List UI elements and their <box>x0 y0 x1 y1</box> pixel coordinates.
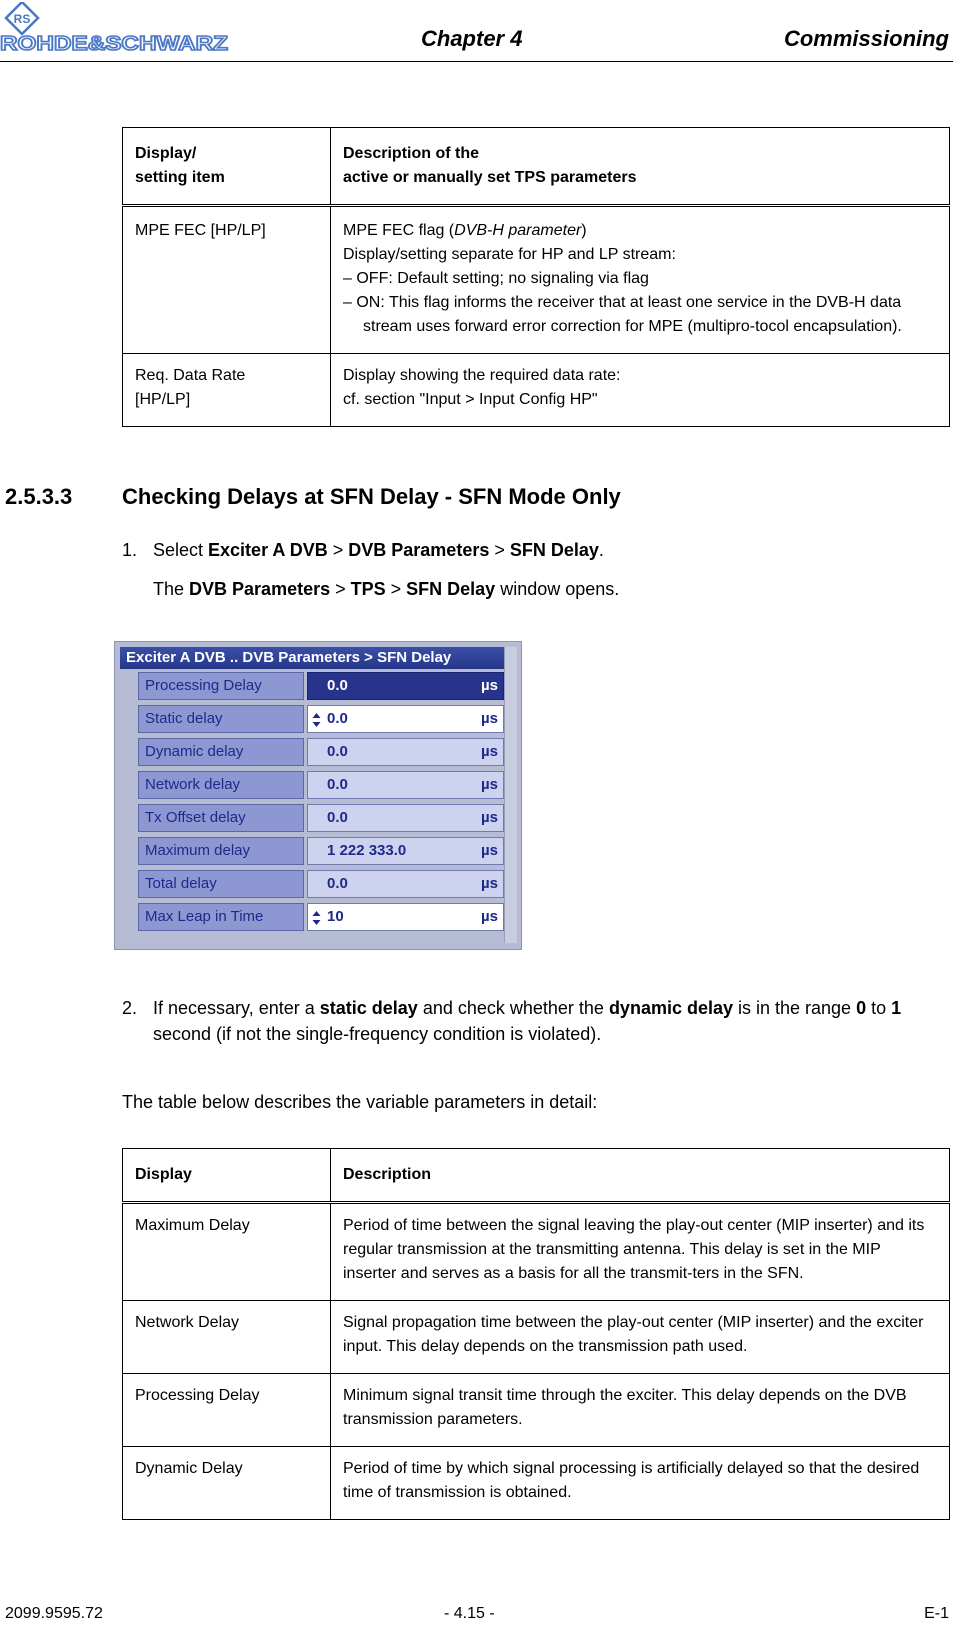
table-row <box>123 1203 950 1301</box>
menu-path-item: TPS <box>350 579 386 599</box>
header-divider <box>0 61 953 62</box>
page-number: - 4.15 - <box>444 1605 495 1622</box>
row-value: 0.0 <box>327 875 348 892</box>
dialog-row-max-leap-in-time <box>138 903 504 931</box>
total-delay-field[interactable] <box>307 870 504 898</box>
table-header-row <box>123 1149 950 1203</box>
chapter-label: Chapter 4 <box>421 26 523 51</box>
table-cell-description: Signal propagation time between the play-out center (MIP inserter) and the exciter input. This delay depends on the transmission path used. <box>331 1301 950 1374</box>
row-label: Max Leap in Time <box>138 903 304 931</box>
emphasis: 1 <box>891 998 902 1018</box>
maximum-delay-field[interactable] <box>307 837 504 865</box>
dialog-title: Exciter A DVB .. DVB Parameters > SFN Delay <box>120 647 505 669</box>
emphasis: static delay <box>319 998 418 1018</box>
row-label: Static delay <box>138 705 304 733</box>
path-separator: > <box>330 579 351 599</box>
table-row <box>123 1447 950 1520</box>
svg-text:ROHDE&SCHWARZ: ROHDE&SCHWARZ <box>0 33 228 52</box>
table-header-row <box>123 128 950 206</box>
desc-text: MPE FEC flag ( <box>343 222 455 239</box>
list-item: – ON: This flag informs the receiver that at least one service in the DVB-H data stream uses forward error correction for MPE (multipro-tocol encapsulation). <box>343 294 902 335</box>
step-1-result <box>153 576 619 602</box>
emphasis: dynamic delay <box>608 998 733 1018</box>
table-row <box>123 354 950 427</box>
step-text: Select <box>153 540 209 560</box>
table-header-cell: Display <box>123 1149 331 1203</box>
menu-path-item: SFN Delay <box>406 579 496 599</box>
menu-path-item: DVB Parameters <box>348 540 490 560</box>
table-cell-item: MPE FEC [HP/LP] <box>123 206 331 354</box>
sfn-delay-dialog <box>114 641 522 950</box>
step-text: window opens. <box>495 579 620 599</box>
edition-label: E-1 <box>924 1605 949 1622</box>
table-header-cell: Description <box>331 1149 950 1203</box>
path-separator: > <box>489 540 510 560</box>
table-intro-text: The table below describes the variable parameters in detail: <box>122 1092 598 1112</box>
table-cell-item: Network Delay <box>123 1301 331 1374</box>
desc-italic: DVB-H parameter <box>454 222 582 239</box>
row-unit: µs <box>481 875 498 892</box>
step-text: and check whether the <box>417 998 609 1018</box>
desc-text: ) <box>581 222 587 239</box>
menu-path-item: DVB Parameters <box>189 579 331 599</box>
row-value: 1 222 333.0 <box>327 842 407 859</box>
svg-text:RS: RS <box>13 12 31 26</box>
spin-arrows-icon[interactable] <box>312 712 321 728</box>
step-2-text <box>153 995 950 1047</box>
step-number: 2. <box>122 998 138 1018</box>
row-label: Total delay <box>138 870 304 898</box>
tps-parameters-table <box>122 127 950 427</box>
max-leap-input[interactable] <box>307 903 504 931</box>
step-text: The <box>153 579 190 599</box>
table-cell-item: Dynamic Delay <box>123 1447 331 1520</box>
desc-text: Display/setting separate for HP and LP stream: <box>343 246 676 263</box>
row-label: Processing Delay <box>138 672 304 700</box>
path-separator: > <box>327 540 349 560</box>
path-separator: > <box>385 579 407 599</box>
table-row <box>123 1301 950 1374</box>
row-value: 0.0 <box>327 710 348 727</box>
row-unit: µs <box>481 809 498 826</box>
rohde-schwarz-logo <box>0 2 230 52</box>
row-unit: µs <box>481 710 498 727</box>
row-label: Maximum delay <box>138 837 304 865</box>
dialog-row-maximum-delay <box>138 837 504 865</box>
tx-offset-delay-field[interactable] <box>307 804 504 832</box>
processing-delay-field[interactable] <box>307 672 504 700</box>
table-cell-description: Period of time between the signal leaving the play-out center (MIP inserter) and its regular transmission at the transmitting antenna. This delay is set in the MIP inserter and serves as a basis for all the transmit-ters in the SFN. <box>331 1203 950 1301</box>
table-cell-description: Display showing the required data rate: cf. section "Input > Input Config HP" <box>331 354 950 427</box>
table-cell-item: Maximum Delay <box>123 1203 331 1301</box>
static-delay-input[interactable] <box>307 705 504 733</box>
step-text: to <box>866 998 892 1018</box>
step-text: second (if not the single-frequency condition is violated). <box>153 1024 602 1044</box>
table-row <box>123 1374 950 1447</box>
list-item: – OFF: Default setting; no signaling via flag <box>343 270 649 287</box>
row-unit: µs <box>481 776 498 793</box>
step-number: 1. <box>122 540 138 560</box>
menu-path-item: Exciter A DVB <box>208 540 328 560</box>
dialog-row-static-delay <box>138 705 504 733</box>
dialog-row-total-delay <box>138 870 504 898</box>
page-title: Commissioning <box>783 26 949 51</box>
row-value: 10 <box>327 908 344 925</box>
table-header-cell: Display/ setting item <box>123 128 331 206</box>
table-cell-description <box>331 206 950 354</box>
menu-path-item: SFN Delay <box>509 540 599 560</box>
step-text: is in the range <box>733 998 857 1018</box>
row-unit: µs <box>481 677 498 694</box>
row-value: 0.0 <box>327 776 348 793</box>
dialog-scrollbar[interactable] <box>504 647 517 943</box>
network-delay-field[interactable] <box>307 771 504 799</box>
spin-arrows-icon[interactable] <box>312 910 321 926</box>
row-unit: µs <box>481 842 498 859</box>
step-text: If necessary, enter a <box>153 998 320 1018</box>
table-row <box>123 206 950 354</box>
dynamic-delay-field[interactable] <box>307 738 504 766</box>
dialog-row-processing-delay <box>138 672 504 700</box>
emphasis: 0 <box>856 998 867 1018</box>
table-cell-item: Processing Delay <box>123 1374 331 1447</box>
section-title: Checking Delays at SFN Delay - SFN Mode Only <box>122 484 621 509</box>
step-text: . <box>598 540 604 560</box>
row-value: 0.0 <box>327 743 348 760</box>
row-unit: µs <box>481 908 498 925</box>
document-number: 2099.9595.72 <box>5 1605 103 1622</box>
table-cell-description: Minimum signal transit time through the exciter. This delay depends on the DVB transmission parameters. <box>331 1374 950 1447</box>
row-value: 0.0 <box>327 677 348 694</box>
table-cell-description: Period of time by which signal processing is artificially delayed so that the desired time of transmission is obtained. <box>331 1447 950 1520</box>
table-header-cell: Description of the active or manually set TPS parameters <box>331 128 950 206</box>
row-label: Network delay <box>138 771 304 799</box>
delay-parameters-table <box>122 1148 950 1520</box>
dialog-row-dynamic-delay <box>138 738 504 766</box>
dialog-row-tx-offset-delay <box>138 804 504 832</box>
row-label: Tx Offset delay <box>138 804 304 832</box>
rs-emblem-icon <box>6 2 38 34</box>
table-cell-item: Req. Data Rate [HP/LP] <box>123 354 331 427</box>
step-1-text <box>153 537 604 563</box>
section-number: 2.5.3.3 <box>5 484 73 509</box>
row-unit: µs <box>481 743 498 760</box>
dialog-row-network-delay <box>138 771 504 799</box>
row-value: 0.0 <box>327 809 348 826</box>
row-label: Dynamic delay <box>138 738 304 766</box>
